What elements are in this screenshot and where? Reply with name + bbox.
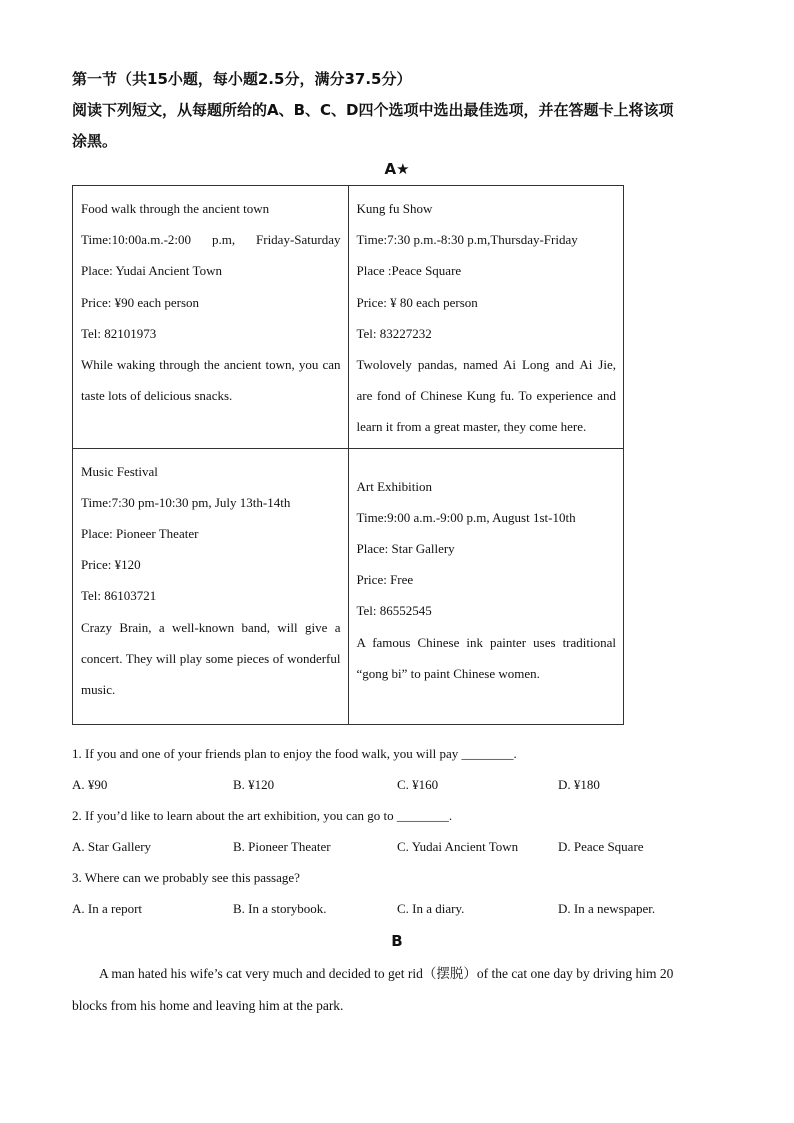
ad-title: Music Festival: [81, 463, 158, 479]
option-a[interactable]: A. In a report: [72, 901, 143, 916]
ad-place: Place: Yudai Ancient Town: [81, 263, 222, 279]
ad-cell-music-festival: [73, 448, 349, 724]
option-d[interactable]: D. Peace Square: [558, 839, 644, 854]
question-2: 2. If you’d like to learn about the art exhibition, you can go to ________.: [72, 808, 453, 823]
option-a[interactable]: A. ¥90: [72, 777, 108, 792]
ad-title: Kung fu Show: [356, 201, 433, 216]
ad-time: Time:7:30 pm-10:30 pm, July 13th-14th: [81, 494, 291, 510]
ad-cell-food-walk: [73, 186, 349, 449]
ad-price: Price: ¥120: [81, 557, 141, 573]
ads-table: [72, 185, 624, 725]
option-d[interactable]: D. In a newspaper.: [558, 901, 656, 916]
ad-description: While waking through the ancient town, you can taste lots of delicious snacks.: [81, 357, 341, 404]
ad-place: Place: Star Gallery: [356, 541, 455, 557]
section-heading: 第一节（共15小题，每小题2.5分，满分37.5分）: [72, 70, 412, 88]
ad-time: Time:9:00 a.m.-9:00 p.m, August 1st-10th: [356, 509, 576, 525]
option-b[interactable]: B. In a storybook.: [233, 901, 327, 916]
option-b[interactable]: B. Pioneer Theater: [233, 839, 331, 854]
option-c[interactable]: C. In a diary.: [397, 901, 465, 916]
instruction-line: 阅读下列短文，从每题所给的A、B、C、D四个选项中选出最佳选项，并在答题卡上将该项: [72, 101, 674, 119]
instruction-line-end: 涂黑。: [72, 132, 118, 150]
ad-cell-kung-fu-show: [348, 186, 624, 449]
ad-time: Time:7:30 p.m.-8:30 p.m,Thursday-Friday: [356, 232, 578, 248]
ad-price: Price: Free: [356, 572, 414, 588]
option-b[interactable]: B. ¥120: [233, 777, 275, 792]
option-c[interactable]: C. ¥160: [397, 777, 439, 792]
ad-price: Price: ¥ 80 each person: [356, 294, 478, 310]
ad-title: Food walk through the ancient town: [81, 201, 270, 216]
ad-cell-art-exhibition: [348, 448, 624, 724]
ad-place: Place: Pioneer Theater: [81, 526, 199, 542]
ad-description: Crazy Brain, a well-known band, will give a concert. They will play some pieces of wonderful music.: [81, 619, 341, 698]
ad-tel: Tel: 86552545: [356, 603, 432, 619]
ad-description: A famous Chinese ink painter uses traditional “gong bi” to paint Chinese women.: [356, 634, 616, 681]
part-b-title: B: [391, 932, 403, 950]
question-1: 1. If you and one of your friends plan to enjoy the food walk, you will pay ________.: [72, 746, 517, 761]
section-instructions: [72, 64, 732, 157]
ad-tel: Tel: 82101973: [81, 325, 157, 341]
ad-tel: Tel: 83227232: [356, 325, 432, 341]
part-a-title: A★: [384, 160, 410, 178]
question-3: 3. Where can we probably see this passage?: [72, 870, 300, 885]
passage-b-paragraph: A man hated his wife’s cat very much and decided to get rid（摆脱）of the cat one day by driving him 20 blocks from his home and leaving him at the park.: [72, 966, 674, 1013]
ad-description: Twolovely pandas, named Ai Long and Ai Jie, are fond of Chinese Kung fu. To experience and learn it from a great master, they come here.: [356, 357, 616, 435]
option-a[interactable]: A. Star Gallery: [72, 839, 152, 854]
option-d[interactable]: D. ¥180: [558, 777, 600, 792]
ad-title: Art Exhibition: [356, 478, 432, 494]
ad-time: Time:10:00a.m.-2:00 p.m, Friday-Saturday: [81, 232, 341, 248]
ad-place: Place :Peace Square: [356, 263, 462, 279]
ad-tel: Tel: 86103721: [81, 588, 157, 604]
option-c[interactable]: C. Yudai Ancient Town: [397, 839, 519, 854]
ad-price: Price: ¥90 each person: [81, 294, 200, 310]
